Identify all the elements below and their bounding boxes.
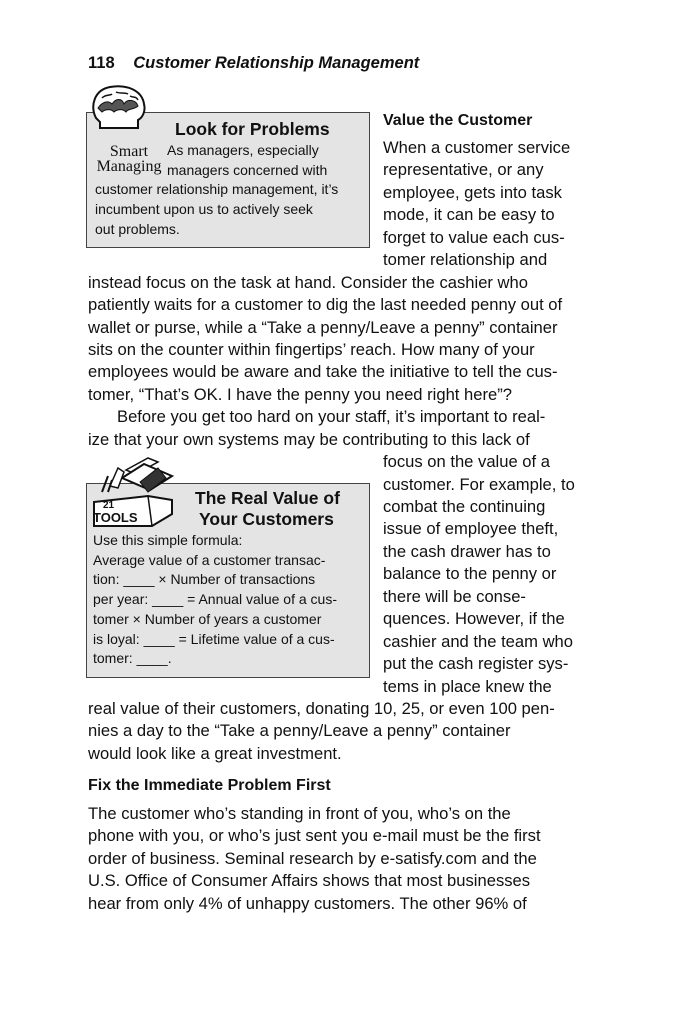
- body-line: forget to value each cus-: [383, 228, 565, 247]
- body-line: hear from only 4% of unhappy customers. The other 96% of: [88, 894, 527, 913]
- body-line: quences. However, if the: [383, 609, 565, 628]
- sidebar-line: out problems.: [95, 221, 180, 237]
- sidebar-line: per year: ____ = Annual value of a cus-: [93, 591, 337, 607]
- body-line: U.S. Office of Consumer Affairs shows that most businesses: [88, 871, 531, 890]
- sidebar-line: Use this simple formula:: [93, 532, 243, 548]
- sidebar-title: Look for Problems: [175, 119, 330, 139]
- tools-label: TOOLS: [93, 510, 138, 525]
- section-heading: Value the Customer: [383, 112, 533, 129]
- body-line: customer. For example, to: [383, 475, 575, 494]
- sidebar-line: As managers, especially: [167, 142, 319, 158]
- sidebar-title-line: The Real Value of: [195, 488, 340, 508]
- sidebar-title-line: Your Customers: [199, 509, 334, 529]
- body-line: mode, it can be easy to: [383, 205, 555, 224]
- sidebar-line: tomer × Number of years a customer: [93, 611, 322, 627]
- body-line: would look like a great investment.: [88, 744, 342, 763]
- smart-managing-label: Smart Managing: [96, 143, 162, 175]
- body-line: nies a day to the “Take a penny/Leave a penny” container: [88, 721, 511, 740]
- body-line: employees would be aware and take the initiative to tell the cus-: [88, 362, 558, 381]
- body-line: representative, or any: [383, 160, 544, 179]
- tools-number: 21: [103, 500, 115, 511]
- sidebar-line: tomer: ____.: [93, 650, 172, 666]
- sidebar-line: is loyal: ____ = Lifetime value of a cus-: [93, 631, 335, 647]
- sidebar-line: tion: ____ × Number of transactions: [93, 571, 316, 587]
- sidebar-line: managers concerned with: [167, 162, 328, 178]
- page-number: 118: [88, 54, 115, 72]
- body-line: phone with you, or who’s just sent you e-mail must be the first: [88, 826, 541, 845]
- sidebar-line: Average value of a customer transac-: [93, 552, 326, 568]
- body-line: ize that your own systems may be contributing to this lack of: [88, 430, 530, 449]
- sidebar-line: customer relationship management, it’s: [95, 181, 339, 197]
- body-line: tomer, “That’s OK. I have the penny you need right here”?: [88, 385, 512, 404]
- body-line: there will be conse-: [383, 587, 526, 606]
- body-line: wallet or purse, while a “Take a penny/Leave a penny” container: [88, 318, 558, 337]
- body-line: patiently waits for a customer to dig the last needed penny out of: [88, 295, 563, 314]
- running-header: [88, 54, 419, 73]
- body-line: real value of their customers, donating 10, 25, or even 100 pen-: [88, 699, 555, 718]
- body-line: tems in place knew the: [383, 677, 552, 696]
- body-line: When a customer service: [383, 138, 571, 157]
- body-line: combat the continuing: [383, 497, 546, 516]
- section-heading: Fix the Immediate Problem First: [88, 777, 331, 794]
- body-line: employee, gets into task: [383, 183, 562, 202]
- body-line: issue of employee theft,: [383, 519, 559, 538]
- body-line: sits on the counter within fingertips’ reach. How many of your: [88, 340, 535, 359]
- sidebar-line: incumbent upon us to actively seek: [95, 201, 313, 217]
- body-line: instead focus on the task at hand. Consider the cashier who: [88, 273, 529, 292]
- body-line: the cash drawer has to: [383, 542, 551, 561]
- smart-managing-sidebar: [86, 112, 370, 248]
- running-title: Customer Relationship Management: [133, 54, 420, 72]
- body-line: The customer who’s standing in front of you, who’s on the: [88, 804, 511, 823]
- body-line: balance to the penny or: [383, 564, 557, 583]
- brain-head-icon: [88, 84, 150, 130]
- body-line: put the cash register sys-: [383, 654, 569, 673]
- body-line: tomer relationship and: [383, 250, 548, 269]
- body-line: order of business. Seminal research by e-satisfy.com and the: [88, 849, 537, 868]
- body-line: focus on the value of a: [383, 452, 550, 471]
- body-line: cashier and the team who: [383, 632, 574, 651]
- body-line: Before you get too hard on your staff, it’s important to real-: [117, 407, 546, 426]
